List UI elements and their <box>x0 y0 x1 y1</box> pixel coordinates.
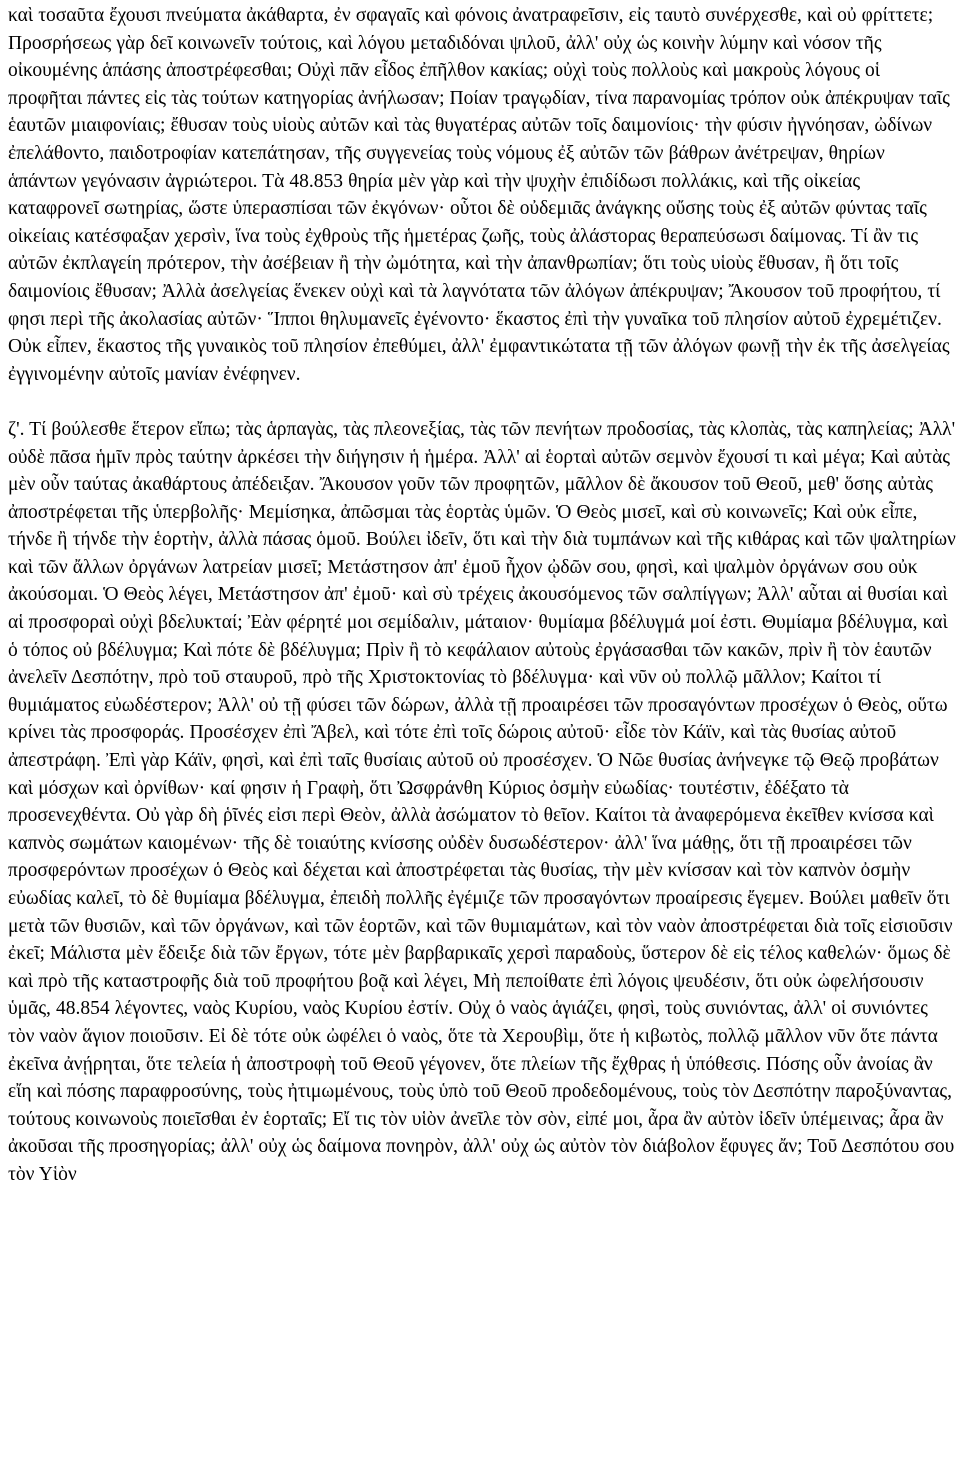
paragraph-2: ζ'. Τί βούλεσθε ἕτερον εἴπω; τὰς ἁρπαγὰς, τὰς πλεονεξίας, τὰς τῶν πενήτων προδοσίας, τὰς κλοπὰς, τὰς καπηλείας; Ἀλλ' οὐδὲ πᾶσα ἡμῖν πρὸς ταύτην ἀρκέσει τὴν διήγησιν ἡ ἡμέρα. Ἀλλ' αἱ ἑορταὶ αὐτῶν σεμνὸν ἔχουσί τι καὶ μέγα; Καὶ αὐτὰς μὲν οὖν ταύτας ἀκαθάρτους ἀπέδειξαν. Ἄκουσον γοῦν τῶν προφητῶν, μᾶλλον δὲ ἄκουσον τοῦ Θεοῦ, μεθ' ὅσης αὐτὰς ἀποστρέφεται τῆς ὑπερβολῆς· Μεμίσηκα, ἀπῶσμαι τὰς ἑορτὰς ὑμῶν. Ὁ Θεὸς μισεῖ, καὶ σὺ κοινωνεῖς; Καὶ οὐκ εἶπε, τήνδε ἢ τήνδε τὴν ἑορτὴν, ἀλλὰ πάσας ὁμοῦ. Βούλει ἰδεῖν, ὅτι καὶ τὴν διὰ τυμπάνων καὶ τῆς κιθάρας καὶ τῶν ψαλτηρίων καὶ τῶν ἄλλων ὀργάνων λατρείαν μισεῖ; Μετάστησον ἀπ' ἐμοῦ ἦχον ᾠδῶν σου, φησὶ, καὶ ψαλμὸν ὀργάνων σου οὐκ ἀκούσομαι. Ὁ Θεὸς λέγει, Μετάστησον ἀπ' ἐμοῦ· καὶ σὺ τρέχεις ἀκουσόμενος τῶν σαλπίγγων; Ἀλλ' αὗται αἱ θυσίαι καὶ αἱ προσφοραὶ οὐχὶ βδελυκταί; Ἐὰν φέρητέ μοι σεμίδαλιν, μάταιον· θυμίαμα βδέλυγμά μοί ἐστι. Θυμίαμα βδέλυγμα, καὶ ὁ τόπος οὐ βδέλυγμα; Καὶ πότε δὲ βδέλυγμα; Πρὶν ἢ τὸ κεφάλαιον αὐτοὺς ἐργάσασθαι τῶν κακῶν, πρὶν ἢ τὸν ἑαυτῶν ἀνελεῖν Δεσπότην, πρὸ τοῦ σταυροῦ, πρὸ τῆς Χριστοκτονίας τὸ βδέλυγμα· καὶ νῦν οὐ πολλῷ μᾶλλον; Καίτοι τί θυμιάματος εὐωδέστερον; Ἀλλ' οὐ τῇ φύσει τῶν δώρων, ἀλλὰ τῇ προαιρέσει τῶν προσαγόντων προσέχων ὁ Θεὸς, οὕτω κρίνει τὰς προσφοράς. Προσέσχεν ἐπὶ Ἄβελ, καὶ τότε ἐπὶ τοῖς δώροις αὐτοῦ· εἶδε τὸν Κάϊν, καὶ τὰς θυσίας αὐτοῦ ἀπεστράφη. Ἐπὶ γὰρ Κάϊν, φησὶ, καὶ ἐπὶ ταῖς θυσίαις αὐτοῦ οὐ προσέσχεν. Ὁ Νῶε θυσίας ἀνήνεγκε τῷ Θεῷ προβάτων καὶ μόσχων καὶ ὀρνίθων· καί φησιν ἡ Γραφὴ, ὅτι Ὠσφράνθη Κύριος ὀσμὴν εὐωδίας· τουτέστιν, ἐδέξατο τὰ προσενεχθέντα. Οὐ γὰρ δὴ ῥῖνές εἰσι περὶ Θεὸν, ἀλλὰ ἀσώματον τὸ θεῖον. Καίτοι τὰ ἀναφερόμενα ἐκεῖθεν κνίσσα καὶ καπνὸς σωμάτων καιομένων· τῆς δὲ τοιαύτης κνίσσης οὐδὲν δυσωδέστερον· ἀλλ' ἵνα μάθῃς, ὅτι τῇ προαιρέσει τῶν προσφερόντων προσέχων ὁ Θεὸς καὶ δέχεται καὶ ἀποστρέφεται τὰς θυσίας, τὴν μὲν κνίσσαν καὶ τὸν καπνὸν ὀσμὴν εὐωδίας καλεῖ, τὸ δὲ θυμίαμα βδέλυγμα, ἐπειδὴ πολλῆς ἐγέμιζε τῶν προσαγόντων προαίρεσις ἔγεμεν. Βούλει μαθεῖν ὅτι μετὰ τῶν θυσιῶν, καὶ τῶν ὀργάνων, καὶ τῶν ἑορτῶν, καὶ τῶν θυμιαμάτων, καὶ τὸν ναὸν ἀποστρέφεται διὰ τοῖς εἰσιοῦσιν ἐκεῖ; Μάλιστα μὲν ἔδειξε διὰ τῶν ἔργων, τότε μὲν βαρβαρικαῖς χερσὶ παραδοὺς, ὕστερον δὲ εἰς τέλος καθελών· ὅμως δὲ καὶ πρὸ τῆς καταστροφῆς διὰ τοῦ προφήτου βοᾷ καὶ λέγει, Μὴ πεποίθατε ἐπὶ λόγοις ψευδέσιν, ὅτι οὐκ ὠφελήσουσιν ὑμᾶς, 48.854 λέγοντες, ναὸς Κυρίου, ναὸς Κυρίου ἐστίν. Οὐχ ὁ ναὸς ἁγιάζει, φησὶ, τοὺς συνιόντας, ἀλλ' οἱ συνιόντες τὸν ναὸν ἅγιον ποιοῦσιν. Εἰ δὲ τότε οὐκ ὠφέλει ὁ ναὸς, ὅτε τὰ Χερουβὶμ, ὅτε ἡ κιβωτὸς, πολλῷ μᾶλλον νῦν ὅτε πάντα ἐκεῖνα ἀνῄρηται, ὅτε τελεία ἡ ἀποστροφὴ τοῦ Θεοῦ γέγονεν, ὅτε πλείων τῆς ἔχθρας ἡ ὑπόθεσις. Πόσης οὖν ἀνοίας ἂν εἴη καὶ πόσης παραφροσύνης, τοὺς ἠτιμωμένους, τοὺς ὑπὸ τοῦ Θεοῦ προδεδομένους, τοὺς τὸν Δεσπότην παροξύναντας, τούτους κοινωνοὺς ποιεῖσθαι ἐν ἑορταῖς; Εἴ τις τὸν υἱὸν ἀνεῖλε τὸν σὸν, εἰπέ μοι, ἆρα ἂν αὐτὸν ἰδεῖν ὑπέμεινας; ἆρα ἂν ἀκοῦσαι τῆς προσηγορίας; ἀλλ' οὐχ ὡς δαίμονα πονηρὸν, ἀλλ' οὐχ ὡς αὐτὸν τὸν διάβολον ἔφυγες ἄν; Τοῦ Δεσπότου σου τὸν Υἱὸν <box>8 418 956 1185</box>
paragraph-1: καὶ τοσαῦτα ἔχουσι πνεύματα ἀκάθαρτα, ἐν σφαγαῖς καὶ φόνοις ἀνατραφεῖσιν, εἰς ταυτὸ συνέρχεσθε, καὶ οὐ φρίττετε; Προσρήσεως γὰρ δεῖ κοινωνεῖν τούτοις, καὶ λόγου μεταδιδόναι ψιλοῦ, ἀλλ' οὐχ ὡς κοινὴν λύμην καὶ νόσον τῆς οἰκουμένης ἁπάσης ἀποστρέφεσθαι; Οὐχὶ πᾶν εἶδος ἐπῆλθον κακίας; οὐχὶ τοὺς πολλοὺς καὶ μακροὺς λόγους οἱ προφῆται πάντες εἰς τὰς τούτων κατηγορίας ἀνήλωσαν; Ποίαν τραγῳδίαν, τίνα παρανομίας τρόπον οὐκ ἀπέκρυψαν ταῖς ἑαυτῶν μιαιφονίαις; ἔθυσαν τοὺς υἱοὺς αὐτῶν καὶ τὰς θυγατέρας αὐτῶν τοῖς δαιμονίοις· τὴν φύσιν ἠγνόησαν, ὠδίνων ἐπελάθοντο, παιδοτροφίαν κατεπάτησαν, τῆς συγγενείας τοὺς νόμους ἐξ αὐτῶν τῶν βάθρων ἀνέτρεψαν, θηρίων ἁπάντων γεγόνασιν ἀγριώτεροι. Τὰ 48.853 θηρία μὲν γὰρ καὶ τὴν ψυχὴν ἐπιδίδωσι πολλάκις, καὶ τῆς οἰκείας καταφρονεῖ σωτηρίας, ὥστε ὑπερασπίσαι τῶν ἐκγόνων· οὗτοι δὲ οὐδεμιᾶς ἀνάγκης οὔσης τοὺς ἐξ αὐτῶν φύντας ταῖς οἰκείαις κατέσφαξαν χερσὶν, ἵνα τοὺς ἐχθροὺς τῆς ἡμετέρας ζωῆς, τοὺς ἀλάστορας θεραπεύσωσι δαίμονας. Τί ἂν τις αὐτῶν ἐκπλαγείη πρότερον, τὴν ἀσέβειαν ἢ τὴν ὠμότητα, καὶ τὴν ἀπανθρωπίαν; ὅτι τοὺς υἱοὺς ἔθυσαν, ἢ ὅτι τοῖς δαιμονίοις ἔθυσαν; Ἀλλὰ ἀσελγείας ἕνεκεν οὐχὶ καὶ τὰ λαγνότατα τῶν ἀλόγων ἀπέκρυψαν; Ἄκουσον τοῦ προφήτου, τί φησι περὶ τῆς ἀκολασίας αὐτῶν· Ἵπποι θηλυμανεῖς ἐγένοντο· ἕκαστος ἐπὶ τὴν γυναῖκα τοῦ πλησίον αὐτοῦ ἐχρεμέτιζεν. Οὐκ εἶπεν, ἕκαστος τῆς γυναικὸς τοῦ πλησίον ἐπεθύμει, ἀλλ' ἐμφαντικώτατα τῇ τῶν ἀλόγων φωνῇ τὴν ἐκ τῆς ἀσελγείας ἐγγινομένην αὐτοῖς μανίαν ἐνέφηνεν. <box>8 5 950 385</box>
